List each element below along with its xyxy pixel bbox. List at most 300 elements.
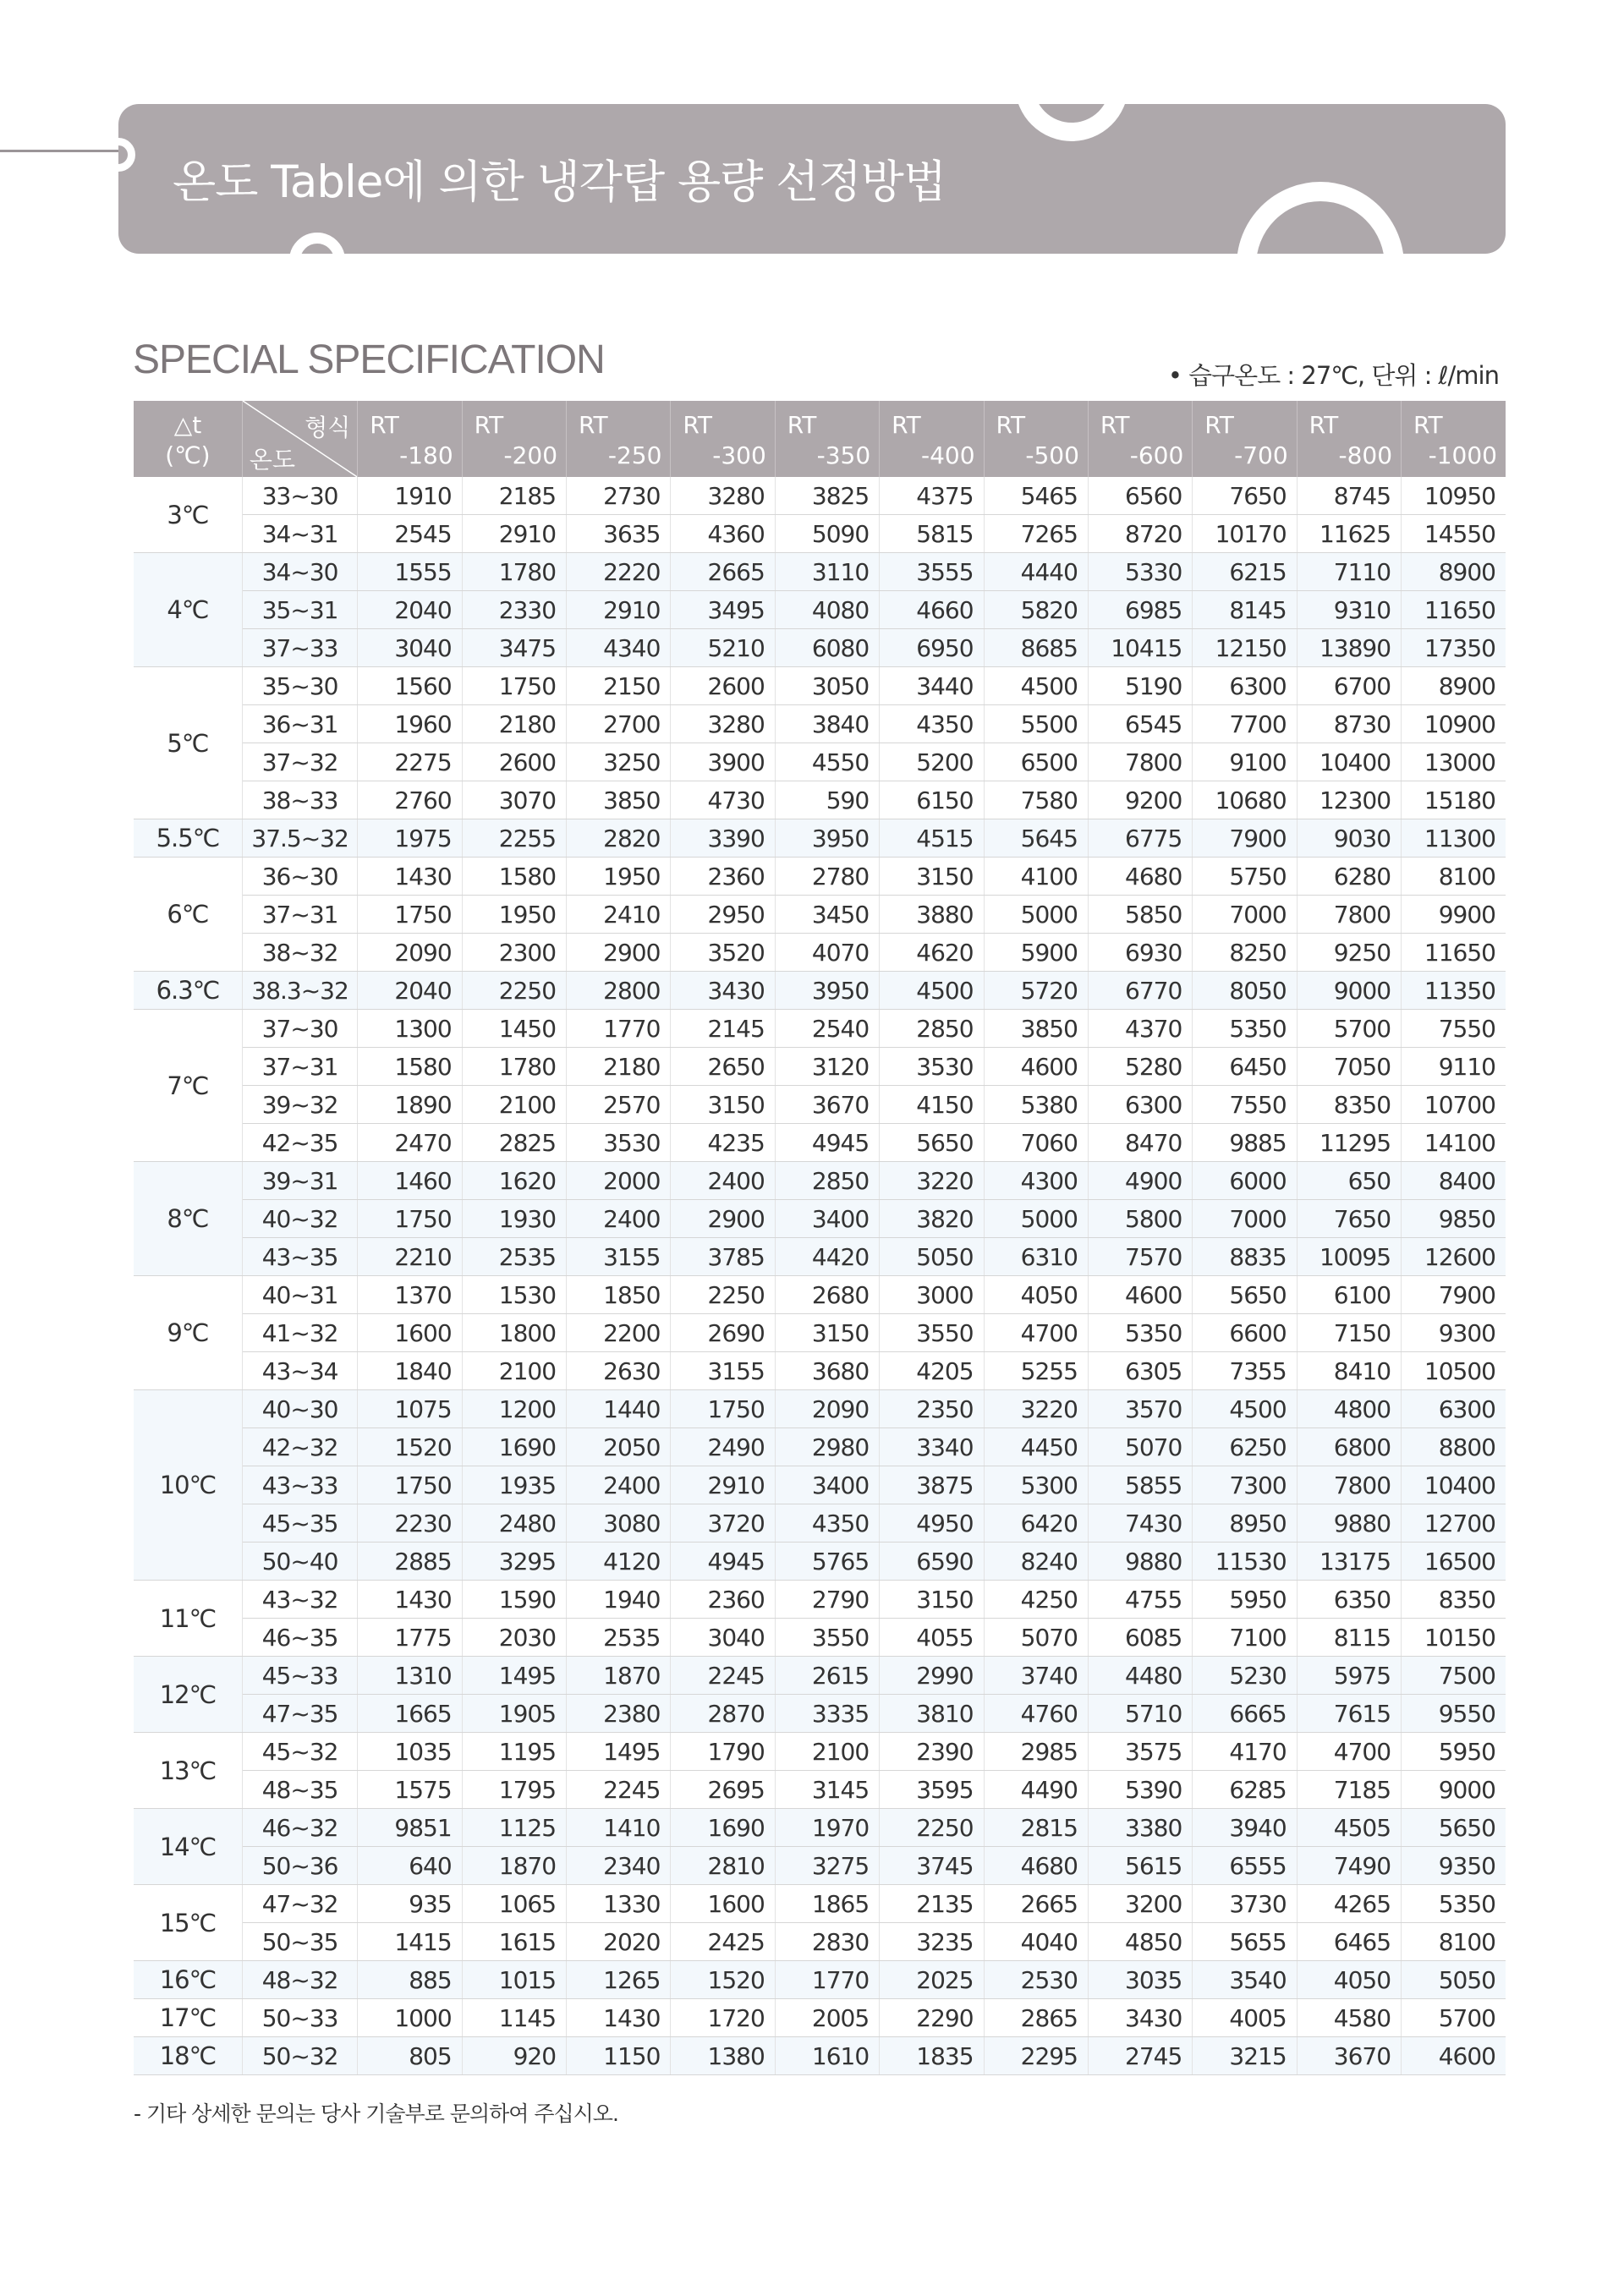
capacity-cell: 4760 xyxy=(984,1695,1088,1733)
capacity-cell: 3035 xyxy=(1088,1961,1192,1999)
capacity-cell: 6930 xyxy=(1088,934,1192,972)
capacity-cell: 7800 xyxy=(1088,743,1192,781)
temperature-range-cell: 43~33 xyxy=(242,1466,357,1504)
model-header: RT -500 xyxy=(984,401,1088,477)
capacity-cell: 1310 xyxy=(358,1657,462,1695)
table-body xyxy=(134,477,1506,2075)
capacity-cell: 2100 xyxy=(462,1352,566,1390)
capacity-cell: 5200 xyxy=(880,743,984,781)
capacity-cell: 2695 xyxy=(671,1771,775,1809)
capacity-cell: 5650 xyxy=(880,1124,984,1162)
capacity-cell: 3450 xyxy=(775,896,879,934)
capacity-cell: 1125 xyxy=(462,1809,566,1847)
capacity-cell: 8350 xyxy=(1297,1086,1401,1124)
capacity-cell: 1495 xyxy=(462,1657,566,1695)
capacity-cell: 2400 xyxy=(567,1200,671,1238)
temperature-range-cell: 35~31 xyxy=(242,591,357,629)
capacity-cell: 4505 xyxy=(1297,1809,1401,1847)
capacity-cell: 3530 xyxy=(567,1124,671,1162)
capacity-cell: 2790 xyxy=(775,1581,879,1619)
capacity-cell: 7110 xyxy=(1297,553,1401,591)
capacity-cell: 2025 xyxy=(880,1961,984,1999)
unit-note: • 습구온도 : 27℃, 단위 : ℓ/min xyxy=(1167,361,1499,390)
capacity-cell: 1750 xyxy=(358,896,462,934)
capacity-cell: 2030 xyxy=(462,1619,566,1657)
delta-t-cell: 3℃ xyxy=(134,477,242,553)
capacity-cell: 6085 xyxy=(1088,1619,1192,1657)
capacity-cell: 1690 xyxy=(671,1809,775,1847)
temperature-range-cell: 43~35 xyxy=(242,1238,357,1276)
capacity-cell: 1690 xyxy=(462,1428,566,1466)
capacity-cell: 6465 xyxy=(1297,1923,1401,1961)
capacity-cell: 3850 xyxy=(567,781,671,819)
capacity-cell: 2665 xyxy=(671,553,775,591)
capacity-cell: 590 xyxy=(775,781,879,819)
capacity-cell: 4360 xyxy=(671,515,775,553)
capacity-cell: 3150 xyxy=(880,1581,984,1619)
capacity-cell: 2290 xyxy=(880,1999,984,2037)
capacity-cell: 1150 xyxy=(567,2037,671,2075)
temperature-range-cell: 46~32 xyxy=(242,1809,357,1847)
capacity-cell: 3440 xyxy=(880,667,984,705)
capacity-cell: 7800 xyxy=(1297,1466,1401,1504)
table-row xyxy=(134,934,1506,972)
capacity-cell: 2985 xyxy=(984,1733,1088,1771)
temperature-range-cell: 41~32 xyxy=(242,1314,357,1352)
capacity-cell: 3050 xyxy=(775,667,879,705)
capacity-cell: 4730 xyxy=(671,781,775,819)
capacity-cell: 9900 xyxy=(1402,896,1506,934)
capacity-cell: 3280 xyxy=(671,477,775,515)
temperature-range-cell: 38.3~32 xyxy=(242,972,357,1010)
capacity-cell: 3820 xyxy=(880,1200,984,1238)
capacity-cell: 5350 xyxy=(1402,1885,1506,1923)
capacity-cell: 4800 xyxy=(1297,1390,1401,1428)
capacity-cell: 2900 xyxy=(567,934,671,972)
capacity-cell: 8900 xyxy=(1402,553,1506,591)
capacity-cell: 3155 xyxy=(567,1238,671,1276)
capacity-cell: 4300 xyxy=(984,1162,1088,1200)
capacity-cell: 9851 xyxy=(358,1809,462,1847)
capacity-cell: 6800 xyxy=(1297,1428,1401,1466)
capacity-cell: 6300 xyxy=(1402,1390,1506,1428)
capacity-cell: 3875 xyxy=(880,1466,984,1504)
capacity-cell: 1560 xyxy=(358,667,462,705)
capacity-cell: 1770 xyxy=(775,1961,879,1999)
capacity-cell: 5050 xyxy=(1402,1961,1506,1999)
temperature-range-cell: 37~31 xyxy=(242,896,357,934)
delta-t-cell: 11℃ xyxy=(134,1581,242,1657)
capacity-cell: 3390 xyxy=(671,819,775,858)
ring-decoration xyxy=(1237,182,1404,254)
capacity-cell: 4755 xyxy=(1088,1581,1192,1619)
capacity-cell: 5070 xyxy=(1088,1428,1192,1466)
capacity-cell: 5655 xyxy=(1193,1923,1297,1961)
capacity-cell: 2530 xyxy=(984,1961,1088,1999)
capacity-cell: 6700 xyxy=(1297,667,1401,705)
capacity-cell: 2690 xyxy=(671,1314,775,1352)
capacity-cell: 8470 xyxy=(1088,1124,1192,1162)
capacity-cell: 10415 xyxy=(1088,629,1192,667)
capacity-cell: 2425 xyxy=(671,1923,775,1961)
capacity-cell: 4950 xyxy=(880,1504,984,1543)
capacity-cell: 2545 xyxy=(358,515,462,553)
capacity-cell: 9885 xyxy=(1193,1124,1297,1162)
capacity-cell: 6100 xyxy=(1297,1276,1401,1314)
capacity-cell: 1530 xyxy=(462,1276,566,1314)
capacity-cell: 7000 xyxy=(1193,1200,1297,1238)
capacity-cell: 640 xyxy=(358,1847,462,1885)
capacity-cell: 1065 xyxy=(462,1885,566,1923)
capacity-cell: 2830 xyxy=(775,1923,879,1961)
table-row xyxy=(134,1695,1506,1733)
capacity-cell: 6300 xyxy=(1193,667,1297,705)
capacity-cell: 1075 xyxy=(358,1390,462,1428)
capacity-cell: 5190 xyxy=(1088,667,1192,705)
delta-t-cell: 13℃ xyxy=(134,1733,242,1809)
capacity-cell: 10500 xyxy=(1402,1352,1506,1390)
capacity-cell: 2600 xyxy=(671,667,775,705)
capacity-cell: 10700 xyxy=(1402,1086,1506,1124)
capacity-cell: 1615 xyxy=(462,1923,566,1961)
capacity-cell: 3110 xyxy=(775,553,879,591)
capacity-cell: 3400 xyxy=(775,1466,879,1504)
capacity-cell: 4620 xyxy=(880,934,984,972)
temperature-range-cell: 37~33 xyxy=(242,629,357,667)
capacity-cell: 5350 xyxy=(1088,1314,1192,1352)
capacity-cell: 1795 xyxy=(462,1771,566,1809)
capacity-cell: 9200 xyxy=(1088,781,1192,819)
capacity-cell: 3380 xyxy=(1088,1809,1192,1847)
table-row xyxy=(134,1352,1506,1390)
capacity-cell: 2350 xyxy=(880,1390,984,1428)
capacity-cell: 3295 xyxy=(462,1543,566,1581)
table-row xyxy=(134,1390,1506,1428)
table-row xyxy=(134,1923,1506,1961)
capacity-cell: 3850 xyxy=(984,1010,1088,1048)
capacity-cell: 12700 xyxy=(1402,1504,1506,1543)
capacity-cell: 3530 xyxy=(880,1048,984,1086)
capacity-cell: 7430 xyxy=(1088,1504,1192,1543)
capacity-cell: 4700 xyxy=(984,1314,1088,1352)
capacity-cell: 13890 xyxy=(1297,629,1401,667)
capacity-cell: 11350 xyxy=(1402,972,1506,1010)
capacity-cell: 1410 xyxy=(567,1809,671,1847)
capacity-cell: 3540 xyxy=(1193,1961,1297,1999)
capacity-cell: 1430 xyxy=(358,1581,462,1619)
capacity-cell: 5800 xyxy=(1088,1200,1192,1238)
capacity-cell: 4600 xyxy=(984,1048,1088,1086)
capacity-cell: 8685 xyxy=(984,629,1088,667)
table-row xyxy=(134,1162,1506,1200)
capacity-cell: 3550 xyxy=(775,1619,879,1657)
delta-t-cell: 4℃ xyxy=(134,553,242,667)
table-row xyxy=(134,1657,1506,1695)
capacity-cell: 4375 xyxy=(880,477,984,515)
delta-t-cell: 6.3℃ xyxy=(134,972,242,1010)
capacity-cell: 5300 xyxy=(984,1466,1088,1504)
capacity-cell: 1600 xyxy=(671,1885,775,1923)
temperature-range-cell: 34~31 xyxy=(242,515,357,553)
capacity-cell: 1940 xyxy=(567,1581,671,1619)
capacity-cell: 3215 xyxy=(1193,2037,1297,2075)
type-temp-header: 형식 온도 xyxy=(242,401,357,477)
capacity-cell: 1415 xyxy=(358,1923,462,1961)
capacity-cell: 2600 xyxy=(462,743,566,781)
capacity-cell: 3340 xyxy=(880,1428,984,1466)
capacity-cell: 6250 xyxy=(1193,1428,1297,1466)
table-row xyxy=(134,1124,1506,1162)
model-header: RT -1000 xyxy=(1402,401,1506,477)
table-row xyxy=(134,972,1506,1010)
capacity-cell: 9880 xyxy=(1088,1543,1192,1581)
capacity-cell: 6150 xyxy=(880,781,984,819)
capacity-cell: 2250 xyxy=(462,972,566,1010)
capacity-cell: 2220 xyxy=(567,553,671,591)
capacity-cell: 7100 xyxy=(1193,1619,1297,1657)
capacity-cell: 2255 xyxy=(462,819,566,858)
capacity-cell: 935 xyxy=(358,1885,462,1923)
capacity-cell: 2680 xyxy=(775,1276,879,1314)
capacity-cell: 2535 xyxy=(567,1619,671,1657)
temperature-range-cell: 47~35 xyxy=(242,1695,357,1733)
capacity-cell: 1520 xyxy=(358,1428,462,1466)
capacity-cell: 5090 xyxy=(775,515,879,553)
capacity-cell: 3550 xyxy=(880,1314,984,1352)
capacity-cell: 1665 xyxy=(358,1695,462,1733)
capacity-cell: 1145 xyxy=(462,1999,566,2037)
capacity-cell: 3155 xyxy=(671,1352,775,1390)
capacity-cell: 12150 xyxy=(1193,629,1297,667)
table-row xyxy=(134,1010,1506,1048)
capacity-cell: 920 xyxy=(462,2037,566,2075)
capacity-cell: 17350 xyxy=(1402,629,1506,667)
capacity-cell: 2185 xyxy=(462,477,566,515)
temperature-range-cell: 45~32 xyxy=(242,1733,357,1771)
table-row xyxy=(134,1733,1506,1771)
capacity-cell: 2480 xyxy=(462,1504,566,1543)
capacity-cell: 4080 xyxy=(775,591,879,629)
delta-t-header: △t (℃) xyxy=(134,401,242,477)
capacity-cell: 805 xyxy=(358,2037,462,2075)
capacity-cell: 8115 xyxy=(1297,1619,1401,1657)
capacity-cell: 1935 xyxy=(462,1466,566,1504)
capacity-cell: 4660 xyxy=(880,591,984,629)
table-row xyxy=(134,1238,1506,1276)
capacity-cell: 8240 xyxy=(984,1543,1088,1581)
capacity-cell: 2135 xyxy=(880,1885,984,1923)
model-header: RT -600 xyxy=(1088,401,1192,477)
capacity-cell: 2005 xyxy=(775,1999,879,2037)
capacity-cell: 1580 xyxy=(462,858,566,896)
capacity-cell: 7185 xyxy=(1297,1771,1401,1809)
capacity-cell: 9850 xyxy=(1402,1200,1506,1238)
capacity-cell: 5000 xyxy=(984,896,1088,934)
capacity-table xyxy=(134,401,1506,2075)
capacity-cell: 1195 xyxy=(462,1733,566,1771)
capacity-cell: 3220 xyxy=(984,1390,1088,1428)
capacity-cell: 3070 xyxy=(462,781,566,819)
capacity-cell: 7615 xyxy=(1297,1695,1401,1733)
capacity-cell: 3040 xyxy=(358,629,462,667)
capacity-cell: 7900 xyxy=(1193,819,1297,858)
capacity-cell: 2910 xyxy=(462,515,566,553)
capacity-cell: 3950 xyxy=(775,972,879,1010)
capacity-cell: 2980 xyxy=(775,1428,879,1466)
capacity-cell: 2810 xyxy=(671,1847,775,1885)
capacity-cell: 10900 xyxy=(1402,705,1506,743)
capacity-cell: 3250 xyxy=(567,743,671,781)
capacity-cell: 1890 xyxy=(358,1086,462,1124)
table-row xyxy=(134,858,1506,896)
capacity-cell: 2100 xyxy=(462,1086,566,1124)
delta-t-cell: 5℃ xyxy=(134,667,242,819)
capacity-cell: 6500 xyxy=(984,743,1088,781)
capacity-cell: 2490 xyxy=(671,1428,775,1466)
temperature-range-cell: 39~31 xyxy=(242,1162,357,1200)
temperature-range-cell: 38~33 xyxy=(242,781,357,819)
table-row xyxy=(134,591,1506,629)
capacity-cell: 15180 xyxy=(1402,781,1506,819)
capacity-cell: 5500 xyxy=(984,705,1088,743)
capacity-cell: 6560 xyxy=(1088,477,1192,515)
capacity-cell: 1970 xyxy=(775,1809,879,1847)
capacity-cell: 2615 xyxy=(775,1657,879,1695)
delta-t-cell: 9℃ xyxy=(134,1276,242,1390)
capacity-cell: 5615 xyxy=(1088,1847,1192,1885)
capacity-cell: 5950 xyxy=(1402,1733,1506,1771)
capacity-cell: 5650 xyxy=(1193,1276,1297,1314)
table-row xyxy=(134,819,1506,858)
capacity-cell: 8800 xyxy=(1402,1428,1506,1466)
capacity-cell: 3570 xyxy=(1088,1390,1192,1428)
temperature-range-cell: 42~32 xyxy=(242,1428,357,1466)
capacity-cell: 2850 xyxy=(880,1010,984,1048)
capacity-cell: 2390 xyxy=(880,1733,984,1771)
capacity-cell: 1590 xyxy=(462,1581,566,1619)
ring-decoration xyxy=(1015,104,1128,141)
table-row xyxy=(134,1771,1506,1809)
capacity-cell: 4480 xyxy=(1088,1657,1192,1695)
capacity-cell: 4550 xyxy=(775,743,879,781)
model-header: RT -200 xyxy=(462,401,566,477)
capacity-cell: 9350 xyxy=(1402,1847,1506,1885)
capacity-cell: 3080 xyxy=(567,1504,671,1543)
capacity-cell: 11300 xyxy=(1402,819,1506,858)
capacity-cell: 2210 xyxy=(358,1238,462,1276)
capacity-cell: 5330 xyxy=(1088,553,1192,591)
temperature-range-cell: 48~32 xyxy=(242,1961,357,1999)
capacity-cell: 11650 xyxy=(1402,591,1506,629)
capacity-cell: 11530 xyxy=(1193,1543,1297,1581)
capacity-cell: 12600 xyxy=(1402,1238,1506,1276)
table-row xyxy=(134,743,1506,781)
capacity-cell: 5720 xyxy=(984,972,1088,1010)
capacity-cell: 7550 xyxy=(1402,1010,1506,1048)
capacity-cell: 4440 xyxy=(984,553,1088,591)
table-row xyxy=(134,1314,1506,1352)
capacity-cell: 2020 xyxy=(567,1923,671,1961)
capacity-cell: 1870 xyxy=(462,1847,566,1885)
capacity-cell: 3880 xyxy=(880,896,984,934)
capacity-cell: 1910 xyxy=(358,477,462,515)
capacity-cell: 2665 xyxy=(984,1885,1088,1923)
model-header: RT -700 xyxy=(1193,401,1297,477)
temperature-range-cell: 37~32 xyxy=(242,743,357,781)
capacity-cell: 2700 xyxy=(567,705,671,743)
table-row xyxy=(134,1048,1506,1086)
table-row xyxy=(134,1581,1506,1619)
capacity-cell: 1750 xyxy=(358,1466,462,1504)
capacity-cell: 4450 xyxy=(984,1428,1088,1466)
model-header: RT -250 xyxy=(567,401,671,477)
capacity-cell: 7490 xyxy=(1297,1847,1401,1885)
capacity-cell: 4340 xyxy=(567,629,671,667)
capacity-cell: 2410 xyxy=(567,896,671,934)
capacity-cell: 3940 xyxy=(1193,1809,1297,1847)
capacity-cell: 2275 xyxy=(358,743,462,781)
capacity-cell: 1800 xyxy=(462,1314,566,1352)
capacity-cell: 6590 xyxy=(880,1543,984,1581)
capacity-cell: 4945 xyxy=(775,1124,879,1162)
capacity-cell: 1770 xyxy=(567,1010,671,1048)
capacity-cell: 1380 xyxy=(671,2037,775,2075)
capacity-cell: 6080 xyxy=(775,629,879,667)
capacity-cell: 6000 xyxy=(1193,1162,1297,1200)
model-header: RT -180 xyxy=(358,401,462,477)
capacity-cell: 1620 xyxy=(462,1162,566,1200)
capacity-cell: 8100 xyxy=(1402,1923,1506,1961)
capacity-cell: 1600 xyxy=(358,1314,462,1352)
capacity-cell: 2850 xyxy=(775,1162,879,1200)
capacity-cell: 1775 xyxy=(358,1619,462,1657)
capacity-cell: 8900 xyxy=(1402,667,1506,705)
capacity-cell: 1750 xyxy=(462,667,566,705)
ring-decoration xyxy=(289,233,345,254)
capacity-cell: 1370 xyxy=(358,1276,462,1314)
capacity-cell: 650 xyxy=(1297,1162,1401,1200)
capacity-cell: 3635 xyxy=(567,515,671,553)
capacity-cell: 1300 xyxy=(358,1010,462,1048)
capacity-cell: 5650 xyxy=(1402,1809,1506,1847)
capacity-cell: 3120 xyxy=(775,1048,879,1086)
capacity-cell: 4420 xyxy=(775,1238,879,1276)
capacity-cell: 5465 xyxy=(984,477,1088,515)
table-row xyxy=(134,1961,1506,1999)
temperature-range-cell: 50~35 xyxy=(242,1923,357,1961)
capacity-cell: 7000 xyxy=(1193,896,1297,934)
capacity-cell: 2040 xyxy=(358,591,462,629)
temperature-range-cell: 40~31 xyxy=(242,1276,357,1314)
capacity-cell: 3145 xyxy=(775,1771,879,1809)
capacity-cell: 2250 xyxy=(671,1276,775,1314)
capacity-cell: 3275 xyxy=(775,1847,879,1885)
capacity-cell: 2865 xyxy=(984,1999,1088,2037)
capacity-cell: 5280 xyxy=(1088,1048,1192,1086)
model-header: RT -300 xyxy=(671,401,775,477)
capacity-cell: 8250 xyxy=(1193,934,1297,972)
capacity-cell: 6600 xyxy=(1193,1314,1297,1352)
temperature-range-cell: 50~36 xyxy=(242,1847,357,1885)
section-heading: SPECIAL SPECIFICATION xyxy=(133,337,605,382)
capacity-cell: 14100 xyxy=(1402,1124,1506,1162)
capacity-cell: 1930 xyxy=(462,1200,566,1238)
capacity-cell: 2900 xyxy=(671,1200,775,1238)
capacity-cell: 3235 xyxy=(880,1923,984,1961)
capacity-cell: 7550 xyxy=(1193,1086,1297,1124)
capacity-cell: 2540 xyxy=(775,1010,879,1048)
temperature-range-cell: 42~35 xyxy=(242,1124,357,1162)
